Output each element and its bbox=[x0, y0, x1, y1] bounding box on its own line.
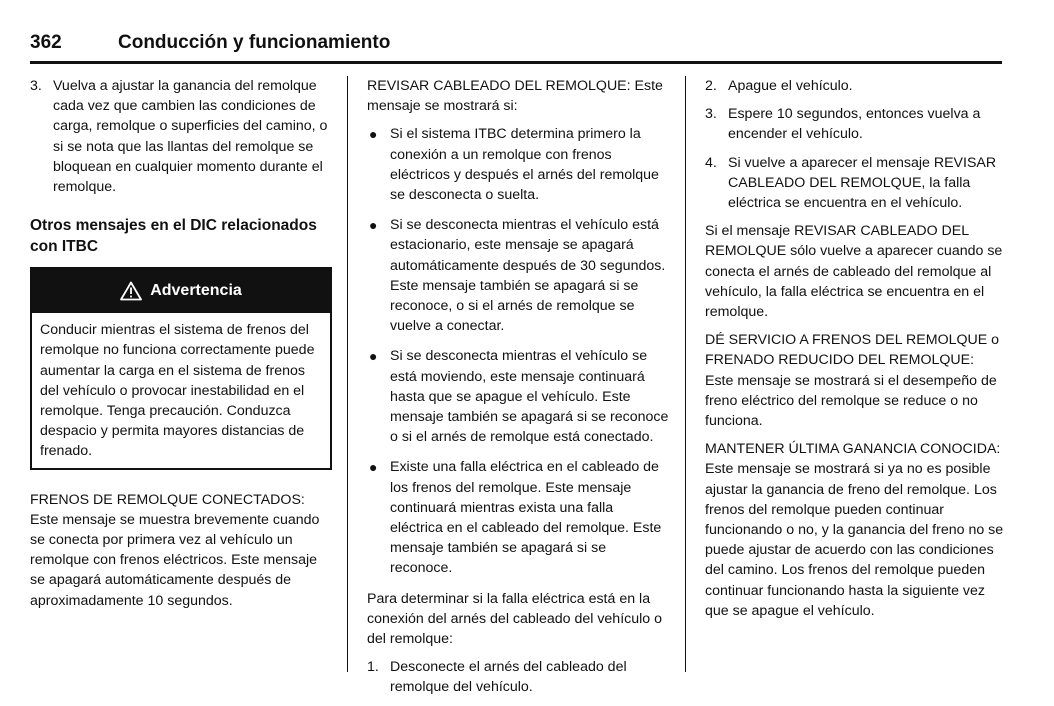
list-marker: 4. bbox=[705, 154, 717, 171]
list-text: Si vuelve a aparecer el mensaje REVISAR CABLEADO DEL REMOLQUE, la falla eléctrica se encuentra en el vehículo. bbox=[728, 154, 997, 212]
list-marker: 3. bbox=[30, 78, 42, 94]
page-title: Conducción y funcionamiento bbox=[118, 32, 391, 53]
list-item-step-3 bbox=[30, 76, 332, 197]
page-header bbox=[30, 32, 1002, 64]
list-text: Espere 10 segundos, entonces vuelva a encender el vehículo. bbox=[728, 106, 981, 143]
list-item-step-2 bbox=[705, 76, 1005, 96]
bullet-icon: ● bbox=[369, 459, 378, 476]
warning-triangle-icon bbox=[120, 281, 142, 301]
list-item-step-1 bbox=[367, 657, 669, 697]
list-text: Vuelva a ajustar la ganancia del remolque cada vez que cambien las condiciones de carga, remolque o superficies del camino, o si se nota que las llantas del remolque se bloquean en cualquier momento durante el remolque. bbox=[53, 78, 328, 196]
list-item-step-3 bbox=[705, 104, 1005, 144]
list-marker: 1. bbox=[367, 659, 379, 676]
warning-header bbox=[32, 269, 330, 313]
bullet-item bbox=[367, 215, 669, 336]
warning-text: Conducir mientras el sistema de frenos del remolque no funciona correctamente puede aumentar la carga en el sistema de frenos del vehículo o provocar inestabilidad en el remolque. Tenga precaución. Conduzca despacio y permita mayores distancias de frenado. bbox=[40, 322, 315, 460]
paragraph-brakes-connected: FRENOS DE REMOLQUE CONECTADOS: Este mensaje se muestra brevemente cuando se conecta por primera vez al vehículo un remolque con frenos eléctricos. Este mensaje se apagará automáticamente después de aproximadamente 10 segundos. bbox=[30, 491, 320, 609]
column-divider-1 bbox=[347, 76, 348, 672]
list-text: Desconecte el arnés del cableado del remolque del vehículo. bbox=[390, 659, 627, 696]
bullet-item bbox=[367, 457, 669, 578]
bullet-icon: ● bbox=[369, 217, 378, 234]
paragraph-service-brakes: DÉ SERVICIO A FRENOS DEL REMOLQUE o FRENADO REDUCIDO DEL REMOLQUE: Este mensaje se mostrará si el desempeño de freno eléctrico del remolque se reduce o no funciona. bbox=[705, 332, 1000, 430]
bullet-item bbox=[367, 346, 669, 447]
paragraph-determine: Para determinar si la falla eléctrica está en la conexión del arnés del cableado del vehículo o del remolque: bbox=[367, 590, 662, 648]
paragraph-check-wiring: REVISAR CABLEADO DEL REMOLQUE: Este mensaje se mostrará si: bbox=[367, 78, 663, 115]
section-heading: Otros mensajes en el DIC relacionados con ITBC bbox=[30, 217, 317, 256]
list-text: Apague el vehículo. bbox=[728, 78, 853, 94]
warning-title: Advertencia bbox=[150, 282, 242, 300]
column-2 bbox=[367, 76, 669, 706]
header-rule bbox=[30, 61, 1002, 64]
warning-box bbox=[30, 267, 332, 469]
paragraph-maintain-gain: MANTENER ÚLTIMA GANANCIA CONOCIDA: Este mensaje se mostrará si ya no es posible ajustar la ganancia de freno del remolque. Los frenos del remolque pueden continuar funcionando o no, y la ganancia del freno no se puede ajustar de acuerdo con las condiciones del camino. Los frenos del remolque pueden continuar funcionando hasta la siguiente vez que se apague el vehículo. bbox=[705, 441, 1004, 619]
bullet-text: Si el sistema ITBC determina primero la conexión a un remolque con frenos eléctricos y después el arnés del remolque se desconecta o suelta. bbox=[390, 126, 659, 204]
bullet-text: Existe una falla eléctrica en el cableado de los frenos del remolque. Este mensaje continuará mientras exista una falla eléctrica en el cableado del remolque. Este mensaje también se apagará si se reconoce. bbox=[390, 459, 662, 577]
bullet-text: Si se desconecta mientras el vehículo está estacionario, este mensaje se apagará automáticamente después de 30 segundos. Este mensaje también se apagará si se reconoce, o si el arnés de remolque se vuelve a conectar. bbox=[390, 217, 666, 335]
column-3 bbox=[705, 76, 1005, 629]
paragraph-only-trailer: Si el mensaje REVISAR CABLEADO DEL REMOLQUE sólo vuelve a aparecer cuando se conecta el arnés de cableado del remolque al vehículo, la falla eléctrica se encuentra en el remolque. bbox=[705, 223, 1003, 321]
bullet-text: Si se desconecta mientras el vehículo se está moviendo, este mensaje continuará hasta que se apague el vehículo. Este mensaje también se apagará si se reconoce o si el arnés de remolque está conectado. bbox=[390, 348, 669, 446]
list-marker: 2. bbox=[705, 78, 717, 94]
list-item-step-4 bbox=[705, 153, 1005, 214]
column-1 bbox=[30, 76, 332, 619]
bullet-icon: ● bbox=[369, 126, 378, 143]
page-number: 362 bbox=[30, 32, 62, 53]
column-divider-2 bbox=[685, 76, 686, 672]
list-marker: 3. bbox=[705, 106, 717, 123]
bullet-icon: ● bbox=[369, 348, 378, 365]
bullet-item bbox=[367, 124, 669, 205]
